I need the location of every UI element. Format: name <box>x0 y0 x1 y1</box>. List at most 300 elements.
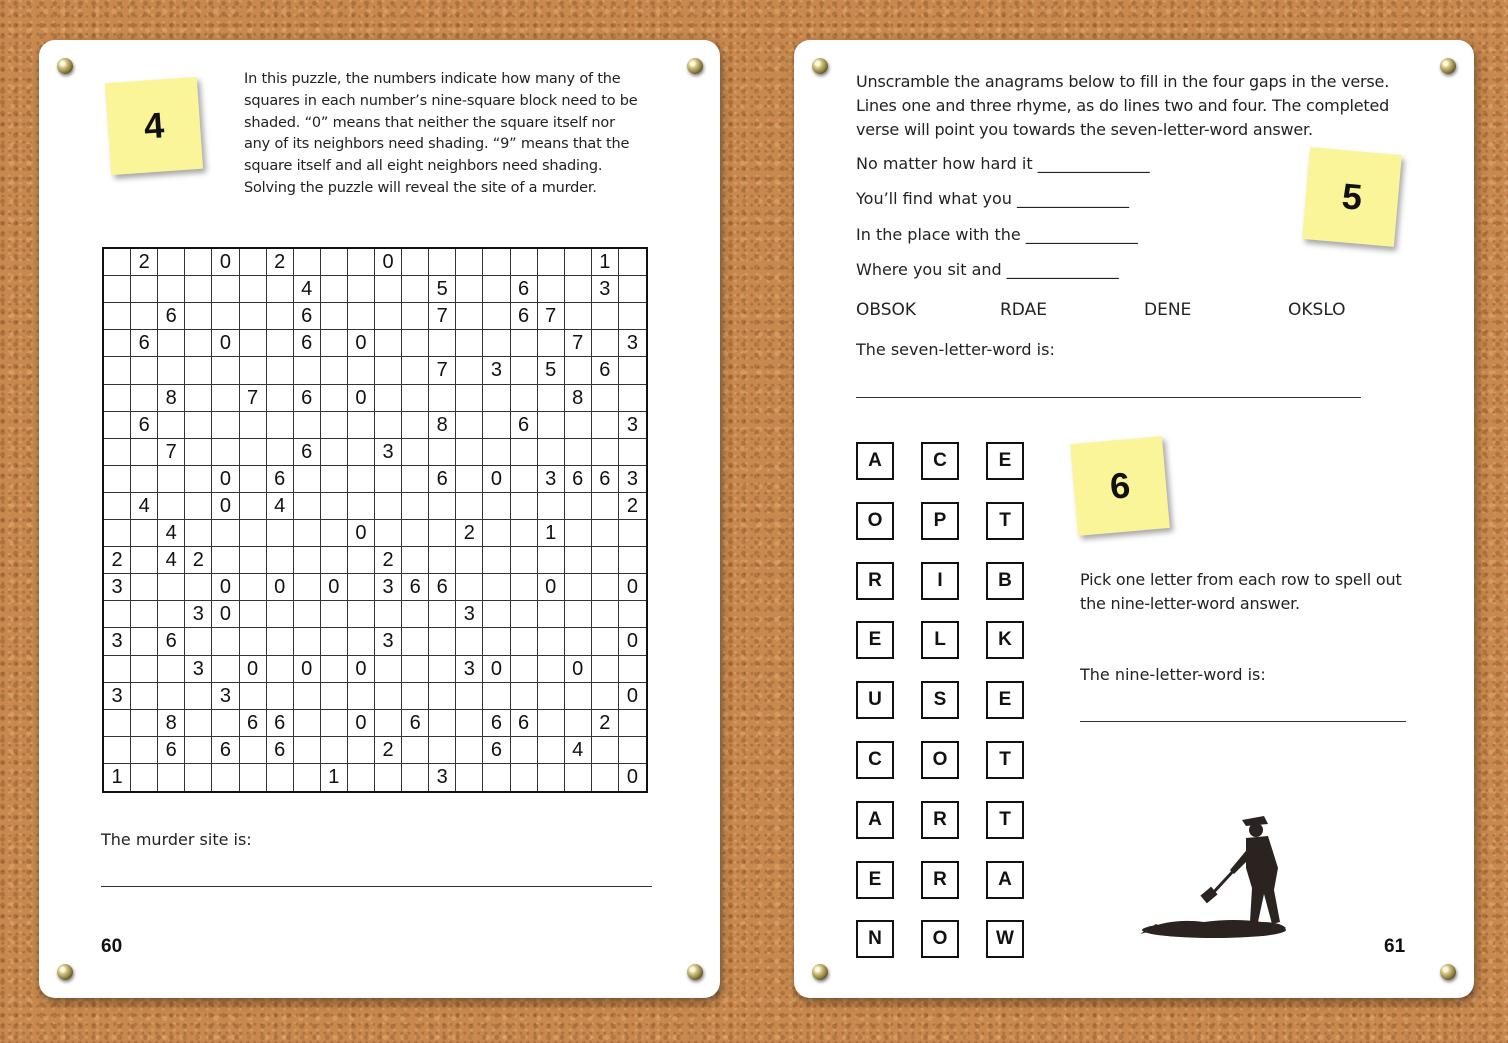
letter-box[interactable]: E <box>986 681 1024 719</box>
grid-cell[interactable] <box>212 385 239 412</box>
grid-cell[interactable] <box>592 412 619 439</box>
grid-cell[interactable] <box>212 412 239 439</box>
grid-cell[interactable] <box>294 764 321 791</box>
grid-cell[interactable]: 8 <box>429 412 456 439</box>
grid-cell[interactable] <box>348 493 375 520</box>
grid-cell[interactable]: 0 <box>483 656 510 683</box>
grid-cell[interactable] <box>592 330 619 357</box>
grid-cell[interactable] <box>538 412 565 439</box>
grid-cell[interactable] <box>375 466 402 493</box>
grid-cell[interactable] <box>456 547 483 574</box>
grid-cell[interactable] <box>511 547 538 574</box>
grid-cell[interactable] <box>348 737 375 764</box>
grid-cell[interactable] <box>212 656 239 683</box>
grid-cell[interactable] <box>592 764 619 791</box>
grid-cell[interactable]: 4 <box>158 520 185 547</box>
grid-cell[interactable] <box>131 357 158 384</box>
grid-cell[interactable] <box>185 276 212 303</box>
grid-cell[interactable] <box>348 601 375 628</box>
grid-cell[interactable] <box>538 547 565 574</box>
grid-cell[interactable]: 1 <box>538 520 565 547</box>
grid-cell[interactable]: 6 <box>483 710 510 737</box>
grid-cell[interactable] <box>511 385 538 412</box>
grid-cell[interactable] <box>267 303 294 330</box>
grid-cell[interactable] <box>348 439 375 466</box>
grid-cell[interactable] <box>375 303 402 330</box>
grid-cell[interactable] <box>212 520 239 547</box>
grid-cell[interactable] <box>104 439 131 466</box>
grid-cell[interactable]: 7 <box>240 385 267 412</box>
grid-cell[interactable] <box>402 466 429 493</box>
letter-box[interactable]: E <box>856 861 894 899</box>
grid-cell[interactable] <box>619 710 646 737</box>
letter-box[interactable]: O <box>856 502 894 540</box>
grid-cell[interactable] <box>538 737 565 764</box>
grid-cell[interactable] <box>348 547 375 574</box>
grid-cell[interactable]: 0 <box>483 466 510 493</box>
letter-box[interactable]: N <box>856 920 894 958</box>
grid-cell[interactable] <box>267 520 294 547</box>
grid-cell[interactable] <box>321 493 348 520</box>
grid-cell[interactable] <box>375 493 402 520</box>
grid-cell[interactable] <box>402 357 429 384</box>
grid-cell[interactable] <box>104 385 131 412</box>
grid-cell[interactable] <box>592 547 619 574</box>
grid-cell[interactable] <box>565 683 592 710</box>
grid-cell[interactable] <box>240 357 267 384</box>
grid-cell[interactable] <box>483 439 510 466</box>
grid-cell[interactable]: 3 <box>375 439 402 466</box>
grid-cell[interactable]: 6 <box>212 737 239 764</box>
grid-cell[interactable] <box>592 493 619 520</box>
letter-box[interactable]: O <box>921 741 959 779</box>
grid-cell[interactable] <box>538 683 565 710</box>
grid-cell[interactable] <box>456 737 483 764</box>
grid-cell[interactable]: 3 <box>592 276 619 303</box>
grid-cell[interactable]: 2 <box>131 249 158 276</box>
grid-cell[interactable] <box>321 520 348 547</box>
grid-cell[interactable]: 6 <box>511 276 538 303</box>
grid-cell[interactable] <box>294 547 321 574</box>
grid-cell[interactable]: 0 <box>212 493 239 520</box>
grid-cell[interactable]: 3 <box>456 601 483 628</box>
grid-cell[interactable] <box>402 439 429 466</box>
grid-cell[interactable]: 3 <box>104 574 131 601</box>
grid-cell[interactable] <box>511 357 538 384</box>
grid-cell[interactable]: 3 <box>619 412 646 439</box>
grid-cell[interactable] <box>619 276 646 303</box>
grid-cell[interactable] <box>429 330 456 357</box>
grid-cell[interactable] <box>158 249 185 276</box>
grid-cell[interactable]: 6 <box>158 303 185 330</box>
grid-cell[interactable] <box>267 601 294 628</box>
grid-cell[interactable] <box>212 710 239 737</box>
grid-cell[interactable] <box>592 601 619 628</box>
grid-cell[interactable] <box>104 276 131 303</box>
grid-cell[interactable]: 2 <box>104 547 131 574</box>
grid-cell[interactable] <box>158 683 185 710</box>
grid-cell[interactable] <box>267 439 294 466</box>
grid-cell[interactable] <box>538 385 565 412</box>
grid-cell[interactable]: 6 <box>158 737 185 764</box>
grid-cell[interactable]: 0 <box>321 574 348 601</box>
letter-box[interactable]: B <box>986 562 1024 600</box>
grid-cell[interactable]: 0 <box>619 683 646 710</box>
grid-cell[interactable] <box>456 710 483 737</box>
grid-cell[interactable] <box>321 412 348 439</box>
grid-cell[interactable] <box>565 276 592 303</box>
grid-cell[interactable] <box>212 764 239 791</box>
grid-cell[interactable] <box>538 249 565 276</box>
grid-cell[interactable] <box>592 683 619 710</box>
grid-cell[interactable] <box>240 439 267 466</box>
grid-cell[interactable] <box>185 249 212 276</box>
grid-cell[interactable] <box>185 574 212 601</box>
grid-cell[interactable] <box>267 412 294 439</box>
grid-cell[interactable] <box>104 493 131 520</box>
grid-cell[interactable] <box>104 330 131 357</box>
grid-cell[interactable] <box>456 357 483 384</box>
grid-cell[interactable] <box>375 520 402 547</box>
grid-cell[interactable] <box>131 628 158 655</box>
grid-cell[interactable]: 3 <box>104 683 131 710</box>
grid-cell[interactable] <box>483 574 510 601</box>
grid-cell[interactable] <box>538 628 565 655</box>
grid-cell[interactable] <box>104 710 131 737</box>
grid-cell[interactable]: 7 <box>538 303 565 330</box>
grid-cell[interactable]: 2 <box>375 737 402 764</box>
grid-cell[interactable] <box>158 466 185 493</box>
grid-cell[interactable]: 0 <box>619 628 646 655</box>
grid-cell[interactable] <box>131 574 158 601</box>
grid-cell[interactable] <box>212 439 239 466</box>
letter-box[interactable]: U <box>856 681 894 719</box>
grid-cell[interactable] <box>185 628 212 655</box>
grid-cell[interactable] <box>375 710 402 737</box>
grid-cell[interactable] <box>456 574 483 601</box>
grid-cell[interactable] <box>158 357 185 384</box>
grid-cell[interactable] <box>267 656 294 683</box>
grid-cell[interactable] <box>483 276 510 303</box>
grid-cell[interactable] <box>375 412 402 439</box>
grid-cell[interactable]: 0 <box>619 574 646 601</box>
grid-cell[interactable] <box>321 466 348 493</box>
grid-cell[interactable] <box>619 249 646 276</box>
grid-cell[interactable]: 6 <box>294 330 321 357</box>
grid-cell[interactable] <box>565 628 592 655</box>
grid-cell[interactable]: 3 <box>212 683 239 710</box>
grid-cell[interactable] <box>185 764 212 791</box>
grid-cell[interactable] <box>565 303 592 330</box>
grid-cell[interactable] <box>131 547 158 574</box>
grid-cell[interactable] <box>321 357 348 384</box>
letter-box[interactable]: E <box>856 621 894 659</box>
grid-cell[interactable] <box>104 520 131 547</box>
grid-cell[interactable] <box>619 520 646 547</box>
grid-cell[interactable] <box>429 737 456 764</box>
grid-cell[interactable]: 3 <box>185 656 212 683</box>
grid-cell[interactable] <box>240 493 267 520</box>
grid-cell[interactable] <box>158 493 185 520</box>
grid-cell[interactable]: 2 <box>375 547 402 574</box>
grid-cell[interactable] <box>321 439 348 466</box>
grid-cell[interactable]: 8 <box>158 385 185 412</box>
grid-cell[interactable] <box>619 601 646 628</box>
grid-cell[interactable] <box>294 493 321 520</box>
grid-cell[interactable] <box>348 357 375 384</box>
grid-cell[interactable] <box>538 493 565 520</box>
grid-cell[interactable] <box>429 601 456 628</box>
grid-cell[interactable] <box>402 303 429 330</box>
grid-cell[interactable] <box>456 683 483 710</box>
grid-cell[interactable]: 7 <box>429 303 456 330</box>
grid-cell[interactable] <box>592 656 619 683</box>
grid-cell[interactable]: 3 <box>619 466 646 493</box>
letter-box[interactable]: R <box>921 861 959 899</box>
letter-box[interactable]: K <box>986 621 1024 659</box>
grid-cell[interactable] <box>456 249 483 276</box>
grid-cell[interactable] <box>158 574 185 601</box>
grid-cell[interactable] <box>267 547 294 574</box>
grid-cell[interactable]: 0 <box>626 766 638 789</box>
grid-cell[interactable] <box>511 737 538 764</box>
grid-cell[interactable] <box>483 412 510 439</box>
grid-cell[interactable] <box>348 249 375 276</box>
grid-cell[interactable]: 3 <box>185 601 212 628</box>
grid-cell[interactable] <box>294 710 321 737</box>
grid-cell[interactable]: 4 <box>565 737 592 764</box>
grid-cell[interactable] <box>592 737 619 764</box>
grid-cell[interactable] <box>511 439 538 466</box>
grid-cell[interactable]: 6 <box>429 466 456 493</box>
grid-cell[interactable] <box>619 303 646 330</box>
grid-cell[interactable]: 0 <box>212 601 239 628</box>
grid-cell[interactable]: 0 <box>212 574 239 601</box>
grid-cell[interactable]: 1 <box>104 764 131 791</box>
puzzle6-answer-line[interactable] <box>1080 721 1406 722</box>
letter-box[interactable]: T <box>986 741 1024 779</box>
grid-cell[interactable] <box>592 439 619 466</box>
grid-cell[interactable] <box>240 737 267 764</box>
grid-cell[interactable]: 6 <box>294 439 321 466</box>
grid-cell[interactable] <box>456 276 483 303</box>
grid-cell[interactable] <box>429 493 456 520</box>
grid-cell[interactable] <box>158 764 185 791</box>
grid-cell[interactable] <box>294 737 321 764</box>
grid-cell[interactable]: 6 <box>267 737 294 764</box>
grid-cell[interactable]: 3 <box>104 628 131 655</box>
grid-cell[interactable] <box>104 737 131 764</box>
grid-cell[interactable] <box>321 330 348 357</box>
grid-cell[interactable] <box>321 601 348 628</box>
grid-cell[interactable] <box>240 520 267 547</box>
grid-cell[interactable] <box>240 764 267 791</box>
letter-box[interactable]: W <box>986 920 1024 958</box>
grid-cell[interactable] <box>483 303 510 330</box>
grid-cell[interactable] <box>348 412 375 439</box>
grid-cell[interactable] <box>375 330 402 357</box>
grid-cell[interactable] <box>240 683 267 710</box>
grid-cell[interactable] <box>158 276 185 303</box>
grid-cell[interactable] <box>619 737 646 764</box>
grid-cell[interactable] <box>483 601 510 628</box>
grid-cell[interactable] <box>483 385 510 412</box>
grid-cell[interactable] <box>294 628 321 655</box>
letter-box[interactable]: S <box>921 681 959 719</box>
grid-cell[interactable] <box>267 764 294 791</box>
grid-cell[interactable] <box>456 385 483 412</box>
grid-cell[interactable] <box>402 547 429 574</box>
grid-cell[interactable] <box>565 547 592 574</box>
grid-cell[interactable] <box>131 439 158 466</box>
grid-cell[interactable]: 0 <box>348 385 375 412</box>
grid-cell[interactable]: 2 <box>619 493 646 520</box>
grid-cell[interactable] <box>511 466 538 493</box>
grid-cell[interactable] <box>483 520 510 547</box>
grid-cell[interactable] <box>565 493 592 520</box>
grid-cell[interactable] <box>240 466 267 493</box>
grid-cell[interactable] <box>429 547 456 574</box>
letter-box[interactable]: R <box>921 801 959 839</box>
grid-cell[interactable] <box>348 303 375 330</box>
grid-cell[interactable] <box>565 601 592 628</box>
grid-cell[interactable]: 6 <box>565 466 592 493</box>
grid-cell[interactable] <box>104 656 131 683</box>
grid-cell[interactable] <box>592 574 619 601</box>
grid-cell[interactable] <box>511 683 538 710</box>
letter-box[interactable]: I <box>921 562 959 600</box>
grid-cell[interactable] <box>402 764 429 791</box>
grid-cell[interactable] <box>402 276 429 303</box>
grid-cell[interactable] <box>402 683 429 710</box>
grid-cell[interactable] <box>240 412 267 439</box>
grid-cell[interactable]: 6 <box>483 737 510 764</box>
grid-cell[interactable]: 4 <box>158 547 185 574</box>
grid-cell[interactable]: 3 <box>375 574 402 601</box>
grid-cell[interactable] <box>565 412 592 439</box>
grid-cell[interactable] <box>402 412 429 439</box>
grid-cell[interactable] <box>456 628 483 655</box>
grid-cell[interactable] <box>348 683 375 710</box>
grid-cell[interactable] <box>131 737 158 764</box>
grid-cell[interactable] <box>483 249 510 276</box>
grid-cell[interactable]: 5 <box>538 357 565 384</box>
grid-cell[interactable] <box>538 764 565 791</box>
grid-cell[interactable] <box>429 656 456 683</box>
grid-cell[interactable] <box>565 249 592 276</box>
grid-cell[interactable] <box>158 601 185 628</box>
grid-cell[interactable]: 6 <box>402 710 429 737</box>
grid-cell[interactable] <box>619 547 646 574</box>
grid-cell[interactable]: 6 <box>592 357 619 384</box>
grid-cell[interactable] <box>348 466 375 493</box>
letter-box[interactable]: A <box>856 442 894 480</box>
grid-cell[interactable] <box>511 493 538 520</box>
letter-box[interactable]: O <box>921 920 959 958</box>
letter-box[interactable]: A <box>986 861 1024 899</box>
grid-cell[interactable] <box>348 764 375 791</box>
grid-cell[interactable]: 8 <box>565 385 592 412</box>
puzzle5-answer-line[interactable] <box>856 397 1361 398</box>
grid-cell[interactable] <box>511 520 538 547</box>
grid-cell[interactable] <box>294 601 321 628</box>
grid-cell[interactable] <box>348 276 375 303</box>
grid-cell[interactable] <box>402 656 429 683</box>
letter-box[interactable]: P <box>921 502 959 540</box>
grid-cell[interactable] <box>456 330 483 357</box>
grid-cell[interactable] <box>240 547 267 574</box>
grid-cell[interactable]: 1 <box>592 249 619 276</box>
grid-cell[interactable]: 0 <box>348 656 375 683</box>
grid-cell[interactable] <box>294 683 321 710</box>
grid-cell[interactable] <box>402 493 429 520</box>
grid-cell[interactable]: 1 <box>321 764 348 791</box>
grid-cell[interactable] <box>429 249 456 276</box>
grid-cell[interactable] <box>592 385 619 412</box>
grid-cell[interactable]: 6 <box>267 710 294 737</box>
grid-cell[interactable]: 4 <box>131 493 158 520</box>
grid-cell[interactable] <box>619 357 646 384</box>
grid-cell[interactable] <box>402 520 429 547</box>
grid-cell[interactable] <box>429 385 456 412</box>
grid-cell[interactable] <box>565 574 592 601</box>
grid-cell[interactable]: 2 <box>267 249 294 276</box>
grid-cell[interactable] <box>538 710 565 737</box>
grid-cell[interactable] <box>619 385 646 412</box>
grid-cell[interactable]: 0 <box>212 330 239 357</box>
grid-cell[interactable] <box>212 357 239 384</box>
grid-cell[interactable]: 3 <box>456 656 483 683</box>
grid-cell[interactable] <box>240 601 267 628</box>
grid-cell[interactable] <box>511 574 538 601</box>
grid-cell[interactable]: 3 <box>538 466 565 493</box>
grid-cell[interactable]: 0 <box>240 656 267 683</box>
grid-cell[interactable] <box>511 601 538 628</box>
grid-cell[interactable] <box>185 303 212 330</box>
grid-cell[interactable]: 0 <box>348 330 375 357</box>
grid-cell[interactable] <box>185 385 212 412</box>
grid-cell[interactable] <box>131 303 158 330</box>
grid-cell[interactable] <box>375 601 402 628</box>
grid-cell[interactable] <box>240 276 267 303</box>
grid-cell[interactable] <box>294 249 321 276</box>
grid-cell[interactable]: 0 <box>565 656 592 683</box>
grid-cell[interactable] <box>375 764 402 791</box>
grid-cell[interactable] <box>565 520 592 547</box>
grid-cell[interactable]: 3 <box>619 330 646 357</box>
grid-cell[interactable] <box>294 520 321 547</box>
answer-line[interactable] <box>101 886 652 887</box>
grid-cell[interactable] <box>348 628 375 655</box>
grid-cell[interactable]: 7 <box>158 439 185 466</box>
grid-cell[interactable] <box>267 385 294 412</box>
grid-cell[interactable] <box>240 330 267 357</box>
grid-cell[interactable] <box>267 683 294 710</box>
grid-cell[interactable] <box>321 303 348 330</box>
grid-cell[interactable] <box>131 520 158 547</box>
grid-cell[interactable] <box>294 412 321 439</box>
grid-cell[interactable]: 2 <box>185 547 212 574</box>
grid-cell[interactable] <box>321 547 348 574</box>
grid-cell[interactable] <box>321 249 348 276</box>
grid-cell[interactable] <box>185 493 212 520</box>
grid-cell[interactable] <box>429 710 456 737</box>
grid-cell[interactable] <box>321 276 348 303</box>
grid-cell[interactable] <box>402 628 429 655</box>
grid-cell[interactable]: 8 <box>158 710 185 737</box>
grid-cell[interactable] <box>429 520 456 547</box>
grid-cell[interactable] <box>483 493 510 520</box>
